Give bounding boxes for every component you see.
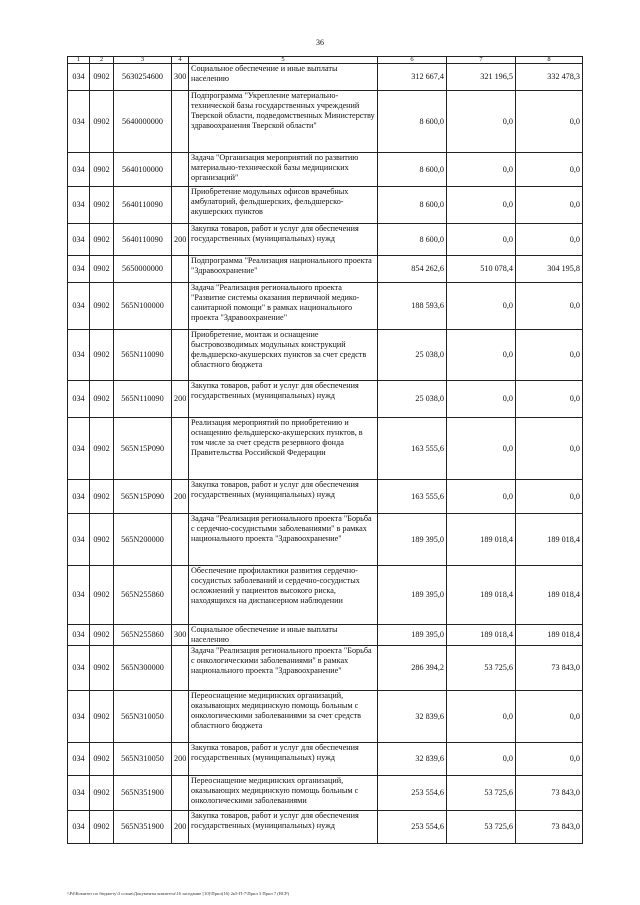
- cell-item-name: Подпрограмма "Реализация национального проекта "Здравоохранение": [189, 256, 378, 283]
- cell-amount-year-2: 189 018,4: [447, 514, 516, 566]
- cell-amount-year-3: 304 195,8: [516, 256, 583, 283]
- cell-amount-year-1: 286 394,2: [378, 646, 447, 691]
- cell-target-article: 565N310050: [114, 691, 172, 743]
- cell-amount-year-2: 0,0: [447, 691, 516, 743]
- cell-chapter: 034: [68, 64, 90, 91]
- cell-expense-type: 200: [172, 811, 189, 844]
- cell-amount-year-3: 189 018,4: [516, 566, 583, 625]
- cell-expense-type: 300: [172, 64, 189, 91]
- cell-expense-type: 200: [172, 224, 189, 256]
- cell-amount-year-3: 0,0: [516, 224, 583, 256]
- cell-expense-type: 300: [172, 625, 189, 646]
- cell-amount-year-3: 0,0: [516, 691, 583, 743]
- budget-table: [67, 56, 583, 844]
- cell-amount-year-2: 189 018,4: [447, 566, 516, 625]
- cell-chapter: 034: [68, 743, 90, 776]
- table-row: [68, 625, 583, 646]
- cell-chapter: 034: [68, 691, 90, 743]
- table-row: [68, 256, 583, 283]
- cell-item-name: Обеспечение профилактики развития сердечно-сосудистых заболеваний и сердечно-сосудистых осложнений у пациентов высокого риска, находящихся на диспансерном наблюдении: [189, 566, 378, 625]
- cell-chapter: 034: [68, 418, 90, 480]
- table-row: [68, 691, 583, 743]
- cell-amount-year-2: 0,0: [447, 224, 516, 256]
- cell-expense-type: [172, 283, 189, 330]
- footer-file-path: \\Pd\Комитет по бюджету\3 созыв\Документы комитета\16 заседание [10]\Прил(16) 2к5-П-7\Прил 3 Прил 7 (ВСР): [67, 891, 290, 896]
- column-header: 7: [447, 57, 516, 64]
- cell-expense-type: [172, 91, 189, 153]
- table-row: [68, 566, 583, 625]
- table-row: [68, 330, 583, 381]
- cell-chapter: 034: [68, 646, 90, 691]
- table-row: [68, 418, 583, 480]
- cell-item-name: Подпрограмма "Укрепление материально-технической базы государственных учреждений Тверской области, подведомственных Министерству здравоохранения Тверской области": [189, 91, 378, 153]
- cell-amount-year-1: 32 839,6: [378, 743, 447, 776]
- cell-target-article: 565N255860: [114, 566, 172, 625]
- cell-section: 0902: [90, 283, 114, 330]
- table-row: [68, 381, 583, 418]
- cell-item-name: Социальное обеспечение и иные выплаты населению: [189, 625, 378, 646]
- cell-amount-year-3: 0,0: [516, 418, 583, 480]
- table-row: [68, 646, 583, 691]
- cell-amount-year-1: 163 555,6: [378, 480, 447, 514]
- cell-amount-year-1: 163 555,6: [378, 418, 447, 480]
- cell-target-article: 565N110090: [114, 330, 172, 381]
- cell-amount-year-3: 0,0: [516, 480, 583, 514]
- cell-item-name: Социальное обеспечение и иные выплаты населению: [189, 64, 378, 91]
- cell-target-article: 565N110090: [114, 381, 172, 418]
- cell-target-article: 5640110090: [114, 187, 172, 224]
- cell-amount-year-1: 8 600,0: [378, 153, 447, 187]
- table-row: [68, 283, 583, 330]
- column-header: 4: [172, 57, 189, 64]
- cell-target-article: 565N15P090: [114, 480, 172, 514]
- cell-amount-year-3: 0,0: [516, 283, 583, 330]
- cell-section: 0902: [90, 743, 114, 776]
- cell-item-name: Приобретение модульных офисов врачебных амбулаторий, фельдшерских, фельдшерско-акушерских пунктов: [189, 187, 378, 224]
- cell-expense-type: [172, 330, 189, 381]
- cell-expense-type: 200: [172, 480, 189, 514]
- cell-amount-year-2: 0,0: [447, 330, 516, 381]
- cell-target-article: 565N300000: [114, 646, 172, 691]
- cell-amount-year-3: 332 478,3: [516, 64, 583, 91]
- table-row: [68, 64, 583, 91]
- column-number-row: [68, 57, 583, 64]
- cell-chapter: 034: [68, 776, 90, 811]
- column-header: 2: [90, 57, 114, 64]
- cell-amount-year-2: 0,0: [447, 283, 516, 330]
- cell-item-name: Приобретение, монтаж и оснащение быстровозводимых модульных конструкций фельдшерско-акушерских пунктов за счет средств областного бюджета: [189, 330, 378, 381]
- cell-amount-year-1: 32 839,6: [378, 691, 447, 743]
- cell-section: 0902: [90, 418, 114, 480]
- cell-amount-year-1: 8 600,0: [378, 224, 447, 256]
- cell-amount-year-2: 0,0: [447, 418, 516, 480]
- cell-expense-type: [172, 776, 189, 811]
- cell-amount-year-2: 0,0: [447, 187, 516, 224]
- cell-section: 0902: [90, 256, 114, 283]
- page-number: 36: [316, 38, 324, 47]
- cell-expense-type: [172, 514, 189, 566]
- cell-chapter: 034: [68, 153, 90, 187]
- cell-amount-year-3: 73 843,0: [516, 811, 583, 844]
- cell-amount-year-2: 0,0: [447, 91, 516, 153]
- cell-chapter: 034: [68, 224, 90, 256]
- column-header: 1: [68, 57, 90, 64]
- column-header: 5: [189, 57, 378, 64]
- cell-amount-year-2: 0,0: [447, 153, 516, 187]
- table-row: [68, 480, 583, 514]
- cell-section: 0902: [90, 480, 114, 514]
- cell-chapter: 034: [68, 330, 90, 381]
- cell-amount-year-3: 189 018,4: [516, 514, 583, 566]
- cell-section: 0902: [90, 187, 114, 224]
- table-row: [68, 743, 583, 776]
- cell-section: 0902: [90, 566, 114, 625]
- cell-item-name: Переоснащение медицинских организаций, оказывающих медицинскую помощь больным с онкологическими заболеваниями за счет средств областного бюджета: [189, 691, 378, 743]
- cell-chapter: 034: [68, 256, 90, 283]
- cell-item-name: Задача "Реализация регионального проекта "Развитие системы оказания первичной медико-санитарной помощи" в рамках национального проекта "Здравоохранение": [189, 283, 378, 330]
- table-row: [68, 91, 583, 153]
- cell-chapter: 034: [68, 514, 90, 566]
- cell-chapter: 034: [68, 283, 90, 330]
- cell-amount-year-1: 8 600,0: [378, 91, 447, 153]
- cell-target-article: 5650000000: [114, 256, 172, 283]
- cell-amount-year-1: 854 262,6: [378, 256, 447, 283]
- cell-amount-year-1: 25 038,0: [378, 381, 447, 418]
- cell-amount-year-2: 0,0: [447, 743, 516, 776]
- cell-amount-year-1: 312 667,4: [378, 64, 447, 91]
- table-row: [68, 187, 583, 224]
- cell-item-name: Закупка товаров, работ и услуг для обеспечения государственных (муниципальных) нужд: [189, 381, 378, 418]
- cell-expense-type: [172, 418, 189, 480]
- cell-amount-year-1: 188 593,6: [378, 283, 447, 330]
- column-header: 6: [378, 57, 447, 64]
- cell-section: 0902: [90, 811, 114, 844]
- cell-amount-year-3: 0,0: [516, 743, 583, 776]
- cell-expense-type: [172, 187, 189, 224]
- cell-item-name: Задача "Реализация регионального проекта "Борьба с сердечно-сосудистыми заболеваниями" в рамках национального проекта "Здравоохранение": [189, 514, 378, 566]
- cell-amount-year-3: 73 843,0: [516, 646, 583, 691]
- cell-expense-type: [172, 566, 189, 625]
- cell-target-article: 5640100000: [114, 153, 172, 187]
- cell-amount-year-2: 53 725,6: [447, 646, 516, 691]
- cell-item-name: Закупка товаров, работ и услуг для обеспечения государственных (муниципальных) нужд: [189, 743, 378, 776]
- column-header: 3: [114, 57, 172, 64]
- cell-amount-year-2: 53 725,6: [447, 776, 516, 811]
- cell-amount-year-1: 25 038,0: [378, 330, 447, 381]
- cell-chapter: 034: [68, 187, 90, 224]
- cell-amount-year-2: 0,0: [447, 480, 516, 514]
- cell-chapter: 034: [68, 625, 90, 646]
- cell-item-name: Закупка товаров, работ и услуг для обеспечения государственных (муниципальных) нужд: [189, 811, 378, 844]
- cell-expense-type: 200: [172, 381, 189, 418]
- cell-target-article: 565N351900: [114, 811, 172, 844]
- cell-section: 0902: [90, 91, 114, 153]
- cell-target-article: 565N100000: [114, 283, 172, 330]
- cell-item-name: Задача "Организация мероприятий по развитию материально-технической базы медицинских организаций": [189, 153, 378, 187]
- cell-amount-year-1: 189 395,0: [378, 566, 447, 625]
- cell-amount-year-2: 0,0: [447, 381, 516, 418]
- cell-amount-year-1: 8 600,0: [378, 187, 447, 224]
- cell-section: 0902: [90, 691, 114, 743]
- cell-expense-type: [172, 691, 189, 743]
- cell-amount-year-2: 510 078,4: [447, 256, 516, 283]
- table-row: [68, 811, 583, 844]
- column-header: 8: [516, 57, 583, 64]
- cell-target-article: 565N351900: [114, 776, 172, 811]
- cell-target-article: 565N310050: [114, 743, 172, 776]
- cell-chapter: 034: [68, 566, 90, 625]
- cell-amount-year-2: 189 018,4: [447, 625, 516, 646]
- cell-amount-year-3: 0,0: [516, 330, 583, 381]
- cell-section: 0902: [90, 646, 114, 691]
- cell-section: 0902: [90, 224, 114, 256]
- cell-expense-type: [172, 256, 189, 283]
- cell-item-name: Переоснащение медицинских организаций, оказывающих медицинскую помощь больным с онкологическими заболеваниями: [189, 776, 378, 811]
- table-row: [68, 514, 583, 566]
- cell-item-name: Реализация мероприятий по приобретению и оснащению фельдшерско-акушерских пунктов, в том числе за счет средств резервного фонда Правительства Российской Федерации: [189, 418, 378, 480]
- cell-expense-type: 200: [172, 743, 189, 776]
- cell-target-article: 565N200000: [114, 514, 172, 566]
- cell-amount-year-3: 0,0: [516, 153, 583, 187]
- cell-amount-year-3: 0,0: [516, 187, 583, 224]
- cell-item-name: Закупка товаров, работ и услуг для обеспечения государственных (муниципальных) нужд: [189, 224, 378, 256]
- cell-chapter: 034: [68, 381, 90, 418]
- cell-target-article: 5640110090: [114, 224, 172, 256]
- cell-amount-year-1: 189 395,0: [378, 514, 447, 566]
- cell-chapter: 034: [68, 811, 90, 844]
- cell-section: 0902: [90, 153, 114, 187]
- cell-section: 0902: [90, 625, 114, 646]
- cell-chapter: 034: [68, 91, 90, 153]
- cell-amount-year-1: 189 395,0: [378, 625, 447, 646]
- cell-amount-year-3: 0,0: [516, 381, 583, 418]
- table-row: [68, 224, 583, 256]
- cell-target-article: 5640000000: [114, 91, 172, 153]
- table-body: [68, 64, 583, 844]
- cell-amount-year-2: 321 196,5: [447, 64, 516, 91]
- cell-section: 0902: [90, 64, 114, 91]
- cell-target-article: 5630254600: [114, 64, 172, 91]
- cell-section: 0902: [90, 514, 114, 566]
- cell-item-name: Задача "Реализация регионального проекта "Борьба с онкологическими заболеваниями" в рамках национального проекта "Здравоохранение": [189, 646, 378, 691]
- cell-amount-year-2: 53 725,6: [447, 811, 516, 844]
- cell-item-name: Закупка товаров, работ и услуг для обеспечения государственных (муниципальных) нужд: [189, 480, 378, 514]
- cell-section: 0902: [90, 776, 114, 811]
- table-row: [68, 776, 583, 811]
- cell-amount-year-3: 73 843,0: [516, 776, 583, 811]
- cell-target-article: 565N255860: [114, 625, 172, 646]
- cell-section: 0902: [90, 330, 114, 381]
- table-row: [68, 153, 583, 187]
- cell-amount-year-1: 253 554,6: [378, 776, 447, 811]
- cell-target-article: 565N15P090: [114, 418, 172, 480]
- cell-expense-type: [172, 646, 189, 691]
- cell-chapter: 034: [68, 480, 90, 514]
- cell-amount-year-3: 189 018,4: [516, 625, 583, 646]
- cell-expense-type: [172, 153, 189, 187]
- cell-section: 0902: [90, 381, 114, 418]
- cell-amount-year-3: 0,0: [516, 91, 583, 153]
- cell-amount-year-1: 253 554,6: [378, 811, 447, 844]
